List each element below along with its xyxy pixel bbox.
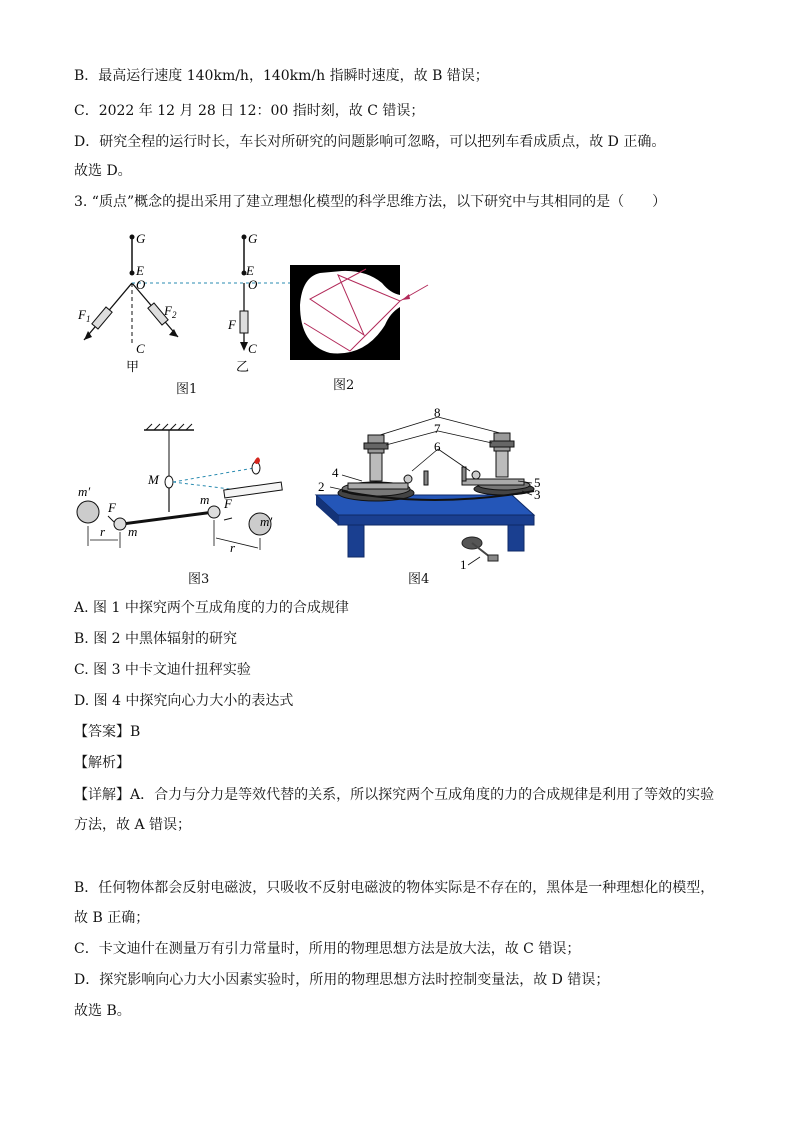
answer-label: 【答案】	[74, 724, 130, 740]
fig1-label-g-jia: G	[136, 231, 146, 246]
fig3-label-m-mirror: M	[148, 472, 159, 487]
fig3-label-r-right: r	[230, 540, 236, 555]
fig2-caption: 图2	[333, 378, 355, 393]
fig3-label-m-left: m	[128, 524, 138, 539]
fig3-label-mp-left: m′	[78, 484, 91, 499]
detail-c: C．卡文迪什在测量万有引力常量时，所用的物理思想方法是放大法，故 C 错误；	[74, 941, 581, 957]
option-a: A. 图 1 中探究两个互成角度的力的合成规律	[74, 600, 349, 616]
analysis-label: 【解析】	[74, 755, 130, 771]
option-c: C. 图 3 中卡文迪什扭秤实验	[74, 662, 251, 678]
fig3-label-r-left: r	[100, 524, 106, 539]
fig4-label-7: 7	[434, 421, 441, 436]
fig4-label-8: 8	[434, 405, 441, 420]
detail-d: D．探究影响向心力大小因素实验时，所用的物理思想方法时控制变量法，故 D 错误；	[74, 972, 610, 988]
fig1-label-f: F	[228, 317, 236, 332]
figure-3	[74, 420, 289, 565]
fig1-label-f2: $F_2$	[164, 303, 177, 320]
final-conclusion: 故选 B。	[74, 1003, 131, 1019]
fig1-label-f1: $F_1$	[78, 307, 91, 324]
figure-2	[290, 265, 430, 360]
fig4-label-3: 3	[534, 487, 541, 502]
figure-4	[312, 405, 542, 570]
figure-1	[70, 225, 290, 375]
fig1-label-o-jia: O	[136, 277, 146, 292]
fig3-label-mp-right: m′	[260, 514, 273, 529]
question-stem: 3. “质点”概念的提出采用了建立理想化模型的科学思维方法，以下研究中与其相同的是（ ）	[74, 194, 667, 210]
prev-answer-b: B．最高运行速度 140km/h，140km/h 指瞬时速度，故 B 错误；	[74, 68, 489, 84]
prev-answer-c: C．2022 年 12 月 28 日 12：00 指时刻，故 C 错误；	[74, 103, 425, 119]
option-d: D. 图 4 中探究向心力大小的表达式	[74, 693, 294, 709]
fig3-label-f-left: F	[108, 500, 116, 515]
fig1-label-g-yi: G	[248, 231, 258, 246]
fig4-label-5: 5	[534, 475, 541, 490]
answer-value: B	[130, 724, 141, 740]
fig1-label-jia: 甲	[126, 360, 140, 375]
fig4-caption: 图4	[408, 572, 430, 587]
fig4-label-4: 4	[332, 465, 339, 480]
fig4-label-1: 1	[460, 557, 467, 570]
fig1-label-e-yi: E	[246, 263, 254, 278]
fig1-label-e-jia: E	[136, 263, 144, 278]
prev-answer-d: D．研究全程的运行时长，车长对所研究的问题影响可忽略，可以把列车看成质点，故 D 正确。	[74, 134, 666, 150]
fig1-label-c-yi: C	[248, 341, 257, 356]
option-b: B. 图 2 中黑体辐射的研究	[74, 631, 237, 647]
detail-b-line1: B．任何物体都会反射电磁波，只吸收不反射电磁波的物体实际是不存在的，黑体是一种理想化的模型，	[74, 880, 715, 896]
detail-a-line2: 方法，故 A 错误；	[74, 817, 192, 833]
fig1-label-yi: 乙	[236, 360, 250, 375]
fig3-label-m-right: m	[200, 492, 210, 507]
prev-conclusion: 故选 D。	[74, 163, 132, 179]
detail-label: 【详解】	[74, 787, 130, 803]
fig1-caption: 图1	[176, 382, 198, 397]
fig3-caption: 图3	[188, 572, 210, 587]
answer-line	[74, 722, 140, 742]
fig1-label-o-yi: O	[248, 277, 258, 292]
fig4-label-6: 6	[434, 439, 441, 454]
detail-a-line1	[74, 785, 714, 805]
fig4-label-2: 2	[318, 479, 325, 494]
fig3-label-f-right: F	[224, 496, 232, 511]
detail-a-text: A．合力与分力是等效代替的关系，所以探究两个互成角度的力的合成规律是利用了等效的实验	[130, 787, 715, 803]
fig1-label-c-jia: C	[136, 341, 145, 356]
detail-b-line2: 故 B 正确；	[74, 910, 150, 926]
